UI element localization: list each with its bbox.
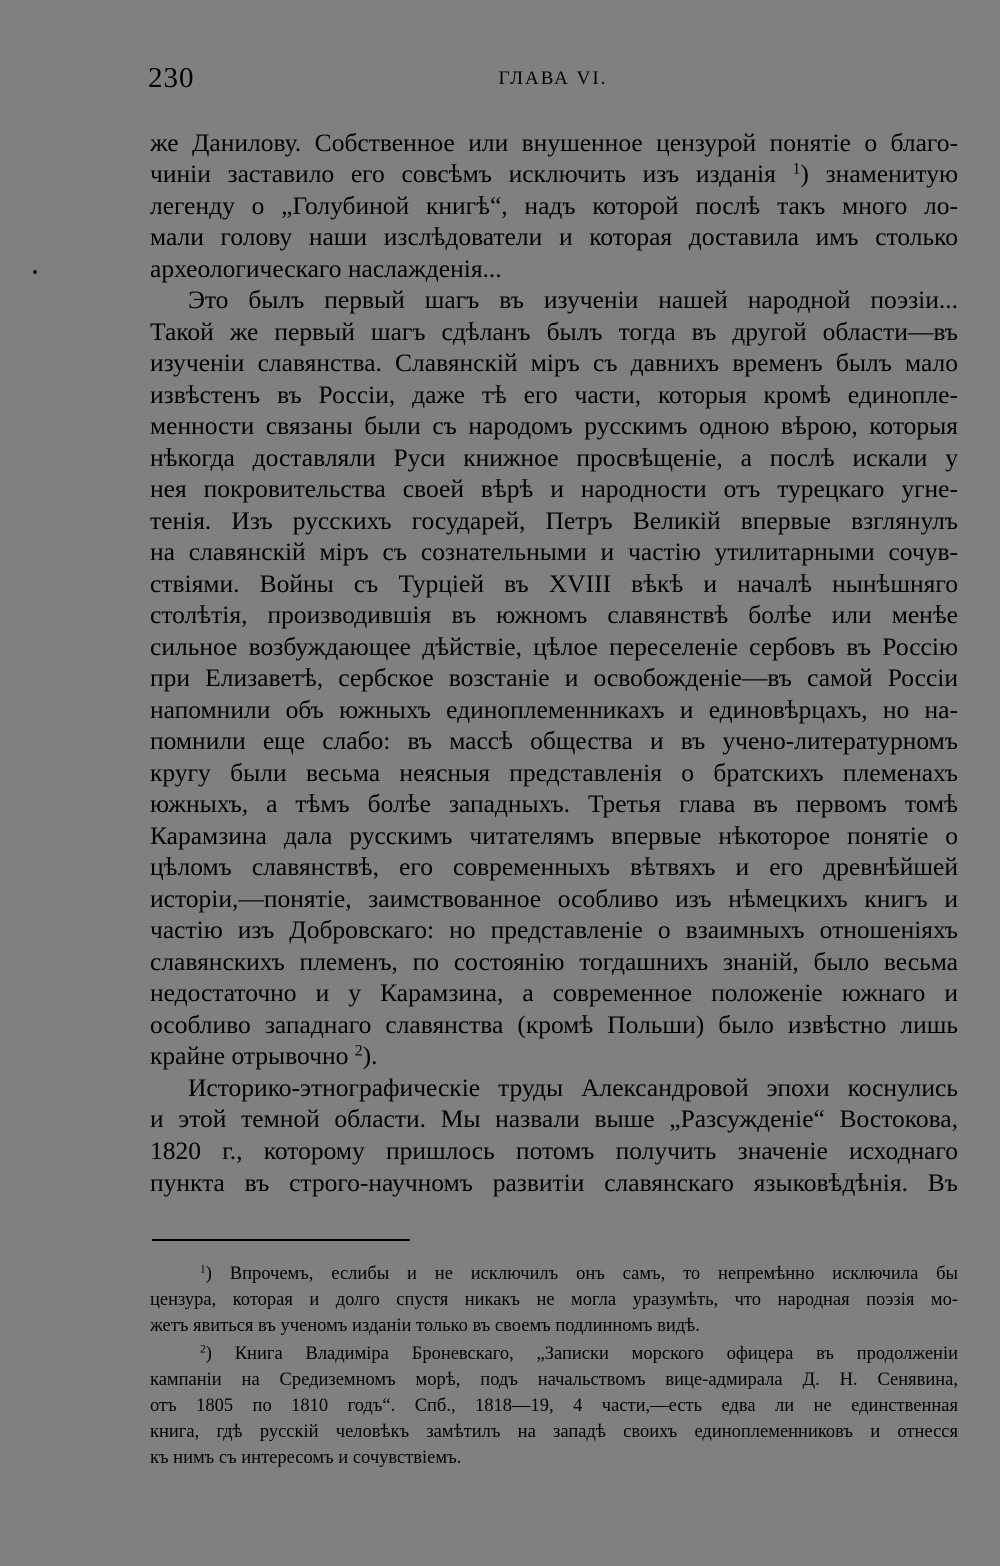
running-title: ГЛАВА VI. xyxy=(498,68,608,89)
body-line: изученіи славянства. Славянскій міръ съ давнихъ временъ былъ мало xyxy=(150,348,958,377)
body-line: нѣкогда доставляли Руси книжное просвѣщеніе, а послѣ искали у xyxy=(150,443,958,472)
body-line: менности связаны были съ народомъ русскимъ одною вѣрою, которыя xyxy=(150,411,958,440)
body-line: сильное возбуждающее дѣйствіе, цѣлое переселеніе сербовъ въ Россію xyxy=(150,632,958,661)
footnote-divider xyxy=(152,1239,410,1241)
body-line: извѣстенъ въ Россіи, даже тѣ его части, которыя кромѣ единопле- xyxy=(150,380,958,409)
body-line: славянскихъ племенъ, по состоянію тогдашнихъ знаній, было весьма xyxy=(150,947,958,976)
body-line: тенія. Изъ русскихъ государей, Петръ Великій впервые взглянулъ xyxy=(150,506,958,535)
body-line: пункта въ строго-научномъ развитіи славянскаго языковѣдѣнія. Въ xyxy=(150,1168,958,1197)
body-line: исторіи,—понятіе, заимствованное особливо изъ нѣмецкихъ книгъ и xyxy=(150,884,958,913)
body-line: напомнили объ южныхъ единоплеменникахъ и единовѣрцахъ, но на- xyxy=(150,695,958,724)
body-line: ствіями. Войны съ Турціей въ XVIII вѣкѣ и началѣ нынѣшняго xyxy=(150,569,958,598)
note-marker: 1 xyxy=(792,160,801,178)
body-line: южныхъ, а тѣмъ болѣе западныхъ. Третья глава въ первомъ томѣ xyxy=(150,789,958,818)
stray-ink-mark xyxy=(33,270,37,274)
footnote-line: жетъ явиться въ ученомъ изданіи только въ своемъ подлинномъ видѣ. xyxy=(150,1316,700,1336)
footnote-line: кампаніи на Средиземномъ морѣ, подъ начальствомъ вице-адмирала Д. Н. Сенявина, xyxy=(150,1370,958,1390)
note-marker: 2 xyxy=(200,1343,206,1356)
body-line: легенду о „Голубиной книгѣ“, надъ которой послѣ такъ много ло- xyxy=(150,191,958,220)
page-header xyxy=(148,62,958,98)
footnote-line: цензура, которая и долго спустя никакъ не могла уразумѣть, что народная поэзія мо- xyxy=(150,1290,958,1310)
body-line: мали голову наши изслѣдователи и которая доставила имъ столько xyxy=(150,222,958,251)
footnote-line: книга, гдѣ русскій человѣкъ замѣтилъ на западѣ своихъ единоплеменниковъ и отнесся xyxy=(150,1422,958,1442)
body-line: при Елизаветѣ, сербское возстаніе и освобожденіе—въ самой Россіи xyxy=(150,663,958,692)
body-line: цѣломъ славянствѣ, его современныхъ вѣтвяхъ и его древнѣйшей xyxy=(150,852,958,881)
note-marker: 1 xyxy=(200,1263,206,1276)
body-line: на славянскій міръ съ сознательными и частію утилитарными сочув- xyxy=(150,537,958,566)
body-line: особливо западнаго славянства (кромѣ Польши) было извѣстно лишь xyxy=(150,1010,958,1039)
body-line: же Данилову. Собственное или внушенное цензурой понятіе о благо- xyxy=(150,128,958,157)
note-marker: 2 xyxy=(354,1042,363,1060)
body-line: крайне отрывочно $^2$). xyxy=(150,1041,378,1070)
footnote-line: $^2$) Книга Владиміра Броневскаго, „Записки морского офицера въ продолженіи xyxy=(200,1343,958,1364)
body-line: частію изъ Добровскаго: но представленіе о взаимныхъ отношеніяхъ xyxy=(150,915,958,944)
footnote-line: къ нимъ съ интересомъ и сочувствіемъ. xyxy=(150,1448,462,1468)
footnote-line: $^1$) Впрочемъ, еслибы и не исключилъ онъ самъ, то непремѣнно исключила бы xyxy=(200,1263,958,1284)
body-line: нея покровительства своей вѣрѣ и народности отъ турецкаго угне- xyxy=(150,474,958,503)
body-line: чиніи заставило его совсѣмъ исключить изъ изданія $^1$) знаменитую xyxy=(150,159,958,188)
body-line: 1820 г., которому пришлось потомъ получить значеніе исходнаго xyxy=(150,1136,958,1165)
body-line: Карамзина дала русскимъ читателямъ впервые нѣкоторое понятіе о xyxy=(150,821,958,850)
body-line: Это былъ первый шагъ въ изученіи нашей народной поэзіи... xyxy=(188,285,958,314)
body-line: Историко-этнографическіе труды Александровой эпохи коснулись xyxy=(188,1073,958,1102)
body-line: археологическаго наслажденія... xyxy=(150,254,502,283)
footnote-line: отъ 1805 по 1810 годъ“. Спб., 1818—19, 4 части,—есть едва ли не единственная xyxy=(150,1396,958,1416)
body-line: и этой темной области. Мы назвали выше „Разсужденіе“ Востокова, xyxy=(150,1104,958,1133)
body-line: столѣтія, производившія въ южномъ славянствѣ болѣе или менѣе xyxy=(150,600,958,629)
body-line: кругу были весьма неясныя представленія о братскихъ племенахъ xyxy=(150,758,958,787)
body-line: помнили еще слабо: въ массѣ общества и въ учено-литературномъ xyxy=(150,726,958,755)
body-line: недостаточно и у Карамзина, а современное положеніе южнаго и xyxy=(150,978,958,1007)
body-line: Такой же первый шагъ сдѣланъ былъ тогда въ другой области—въ xyxy=(150,317,958,346)
page-number: 230 xyxy=(148,62,195,94)
